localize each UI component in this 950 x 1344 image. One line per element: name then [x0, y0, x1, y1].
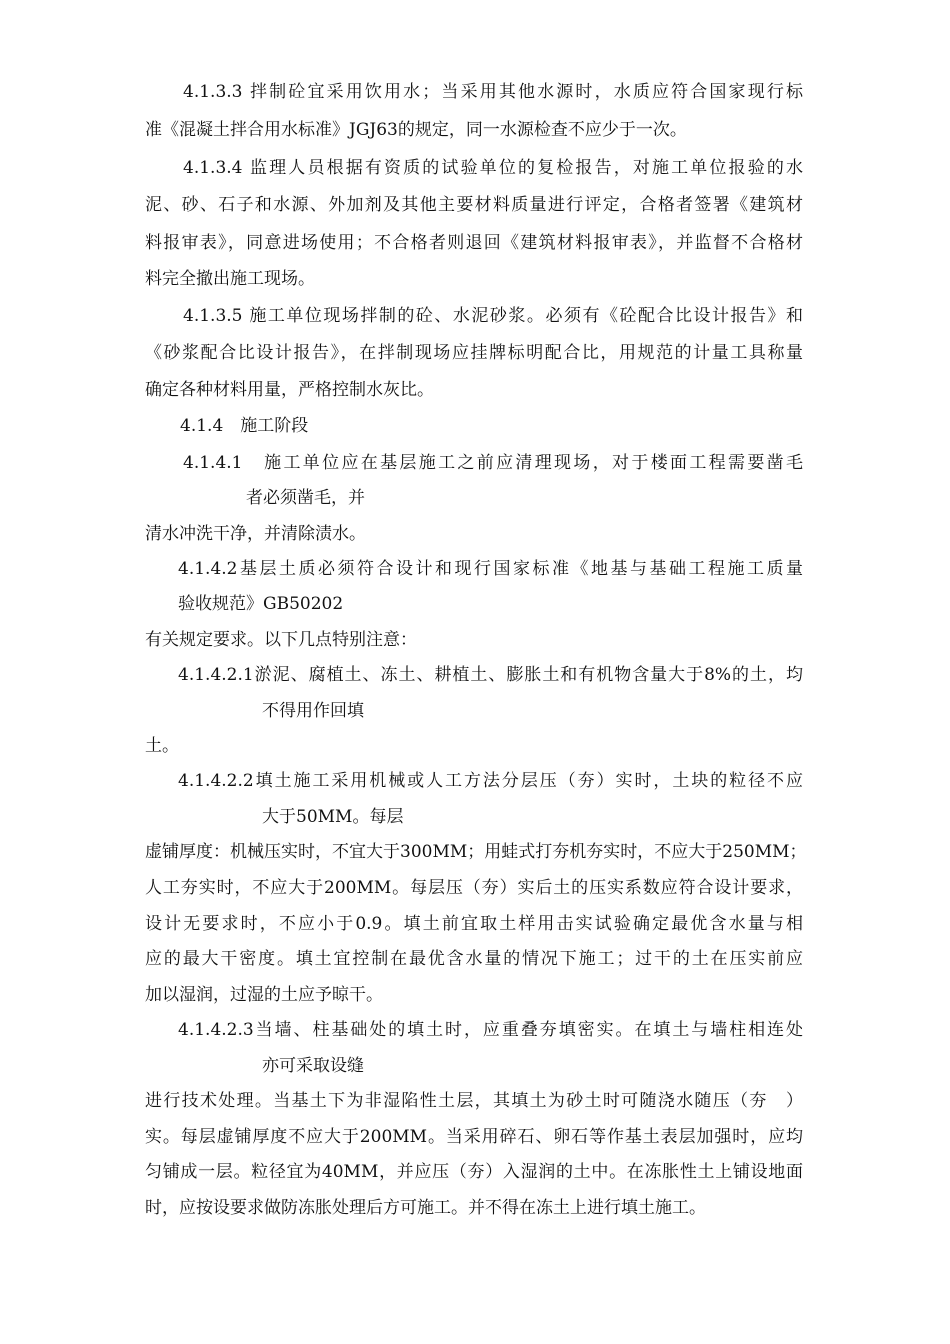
- paragraph-4-1-4-2-3-line-6: 时，应按设要求做防冻胀处理后方可施工。并不得在冻土上进行填土施工。: [145, 1198, 706, 1218]
- paragraph-4-1-4-2-1-line-3: 土。: [145, 736, 179, 756]
- paragraph-4-1-3-3-line-1: 4.1.3.3 拌制砼宜采用饮用水；当采用其他水源时，水质应符合国家现行标: [183, 82, 803, 102]
- paragraph-4-1-3-4-line-3: 料报审表》，同意进场使用；不合格者则退回《建筑材料报审表》，并监督不合格材: [145, 233, 803, 253]
- paragraph-4-1-4-1-line-3: 清水冲洗干净，并清除渍水。: [145, 524, 366, 544]
- paragraph-4-1-4-2-3-line-5: 匀铺成一层。粒径宜为40MM，并应压（夯）入湿润的土中。在冻胀性土上铺设地面: [145, 1162, 803, 1182]
- paragraph-4-1-4-1-line-1: 4.1.4.1 施工单位应在基层施工之前应清理现场，对于楼面工程需要凿毛: [183, 453, 803, 473]
- paragraph-4-1-4-2-2-line-6: 应的最大干密度。填土宜控制在最优含水量的情况下施工；过干的土在压实前应: [145, 949, 803, 969]
- paragraph-4-1-4-2-1-line-2: 不得用作回填: [262, 701, 364, 721]
- paragraph-4-1-4-2-2-line-3: 虚铺厚度：机械压实时，不宜大于300MM；用蛙式打夯机夯实时，不应大于250MM；: [145, 842, 807, 862]
- paragraph-4-1-3-5-line-1: 4.1.3.5 施工单位现场拌制的砼、水泥砂浆。必须有《砼配合比设计报告》和: [183, 306, 803, 326]
- paragraph-4-1-4-2-2-line-5: 设计无要求时，不应小于0.9。填土前宜取土样用击实试验确定最优含水量与相: [145, 914, 803, 934]
- paragraph-4-1-4-2-3-line-1: 4.1.4.2.3当墙、柱基础处的填土时，应重叠夯填密实。在填土与墙柱相连处: [178, 1020, 803, 1040]
- paragraph-4-1-4-2-line-1: 4.1.4.2基层土质必须符合设计和现行国家标准《地基与基础工程施工质量: [178, 559, 803, 579]
- paragraph-4-1-4-2-line-3: 有关规定要求。以下几点特别注意：: [145, 630, 417, 650]
- paragraph-4-1-4-2-2-line-7: 加以湿润，过湿的土应予晾干。: [145, 985, 383, 1005]
- paragraph-4-1-4-2-line-2: 验收规范》GB50202: [178, 594, 344, 614]
- paragraph-4-1-4-2-2-line-1: 4.1.4.2.2填土施工采用机械或人工方法分层压（夯）实时，土块的粒径不应: [178, 771, 803, 791]
- paragraph-4-1-4-2-1-line-1: 4.1.4.2.1淤泥、腐植土、冻土、耕植土、膨胀土和有机物含量大于8%的土，均: [178, 665, 803, 685]
- paragraph-4-1-3-5-line-2: 《砂浆配合比设计报告》，在拌制现场应挂牌标明配合比，用规范的计量工具称量: [145, 343, 803, 363]
- paragraph-4-1-4-2-3-line-4: 实。每层虚铺厚度不应大于200MM。当采用碎石、卵石等作基土表层加强时，应均: [145, 1127, 803, 1147]
- section-heading-4-1-4: 4.1.4 施工阶段: [180, 416, 309, 436]
- paragraph-4-1-4-2-3-line-3: 进行技术处理。当基土下为非湿陷性土层，其填土为砂土时可随浇水随压（夯 ）: [145, 1091, 803, 1111]
- paragraph-4-1-3-4-line-2: 泥、砂、石子和水源、外加剂及其他主要材料质量进行评定，合格者签署《建筑材: [145, 195, 803, 215]
- paragraph-4-1-4-1-line-2: 者必须凿毛，并: [246, 488, 365, 508]
- paragraph-4-1-3-3-line-2: 准《混凝土拌合用水标准》JGJ63的规定，同一水源检查不应少于一次。: [145, 120, 687, 140]
- paragraph-4-1-3-4-line-4: 料完全撤出施工现场。: [145, 269, 315, 289]
- paragraph-4-1-4-2-3-line-2: 亦可采取设缝: [262, 1056, 364, 1076]
- paragraph-4-1-3-5-line-3: 确定各种材料用量，严格控制水灰比。: [145, 380, 434, 400]
- paragraph-4-1-3-4-line-1: 4.1.3.4 监理人员根据有资质的试验单位的复检报告，对施工单位报验的水: [183, 158, 803, 178]
- paragraph-4-1-4-2-2-line-4: 人工夯实时，不应大于200MM。每层压（夯）实后土的压实系数应符合设计要求，: [145, 878, 803, 898]
- paragraph-4-1-4-2-2-line-2: 大于50MM。每层: [262, 807, 404, 827]
